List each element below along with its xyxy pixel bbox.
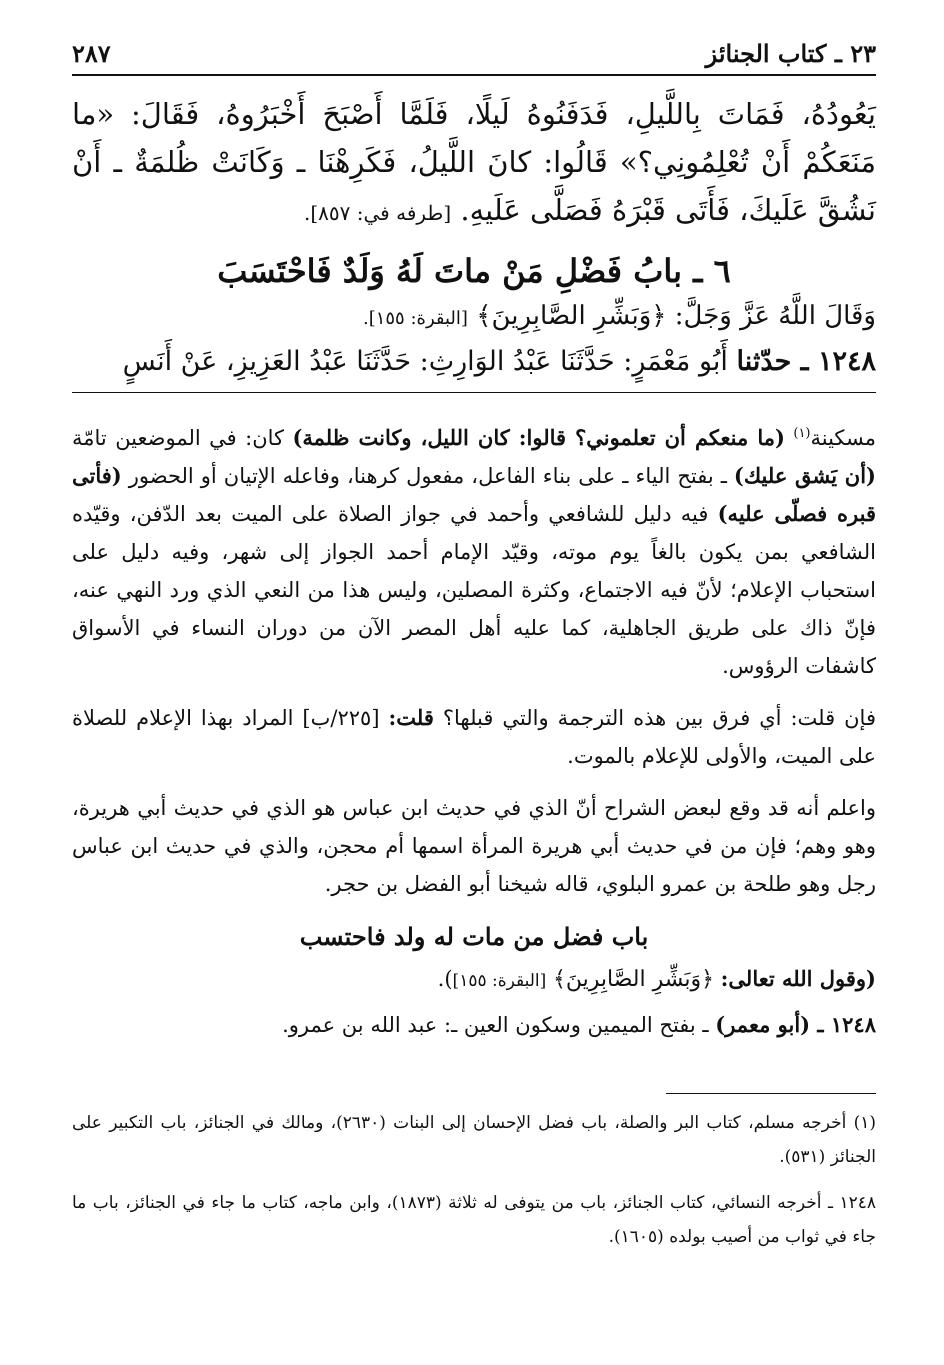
hadith-ref: [طرفه في: ٨٥٧]. [304,201,452,225]
hadith-body: يَعُودُهُ، فَمَاتَ بِاللَّيلِ، فَدَفَنُوهُ لَيلًا، فَلَمَّا أَصْبَحَ أَخْبَرُوهُ، فَقَالَ: «ما مَنَعَكُمْ أَنْ تُعْلِمُونِي؟» قَالُوا: كانَ اللَّيلُ، فَكَرِهْنَا ـ وَكَانَتْ ظُلمَةٌ ـ أَنْ نَشُقَّ عَلَيكَ، فَأَتَى قَبْرَهُ فَصَلَّى عَلَيهِ. [72,97,876,227]
page-number: ٢٨٧ [72,39,111,68]
hadith-text [72,90,876,237]
verse-ref: [البقرة: ١٥٥]. [362,308,468,329]
manuscript-ref: [٢٢٥/ب] [302,706,380,730]
commentary-paragraph-3: واعلم أنه قد وقع لبعض الشراح أنّ الذي في حديث ابن عباس هو الذي في حديث أبي هريرة، وهو وهم؛ فإن من في حديث أبي هريرة المرأة اسمها أم محجن، والذي في حديث ابن عباس رجل وهو طلحة بن عمرو البلوي، قاله شيخنا أبو الفضل بن حجر. [72,796,876,896]
isnad-text: أَبُو مَعْمَرٍ: حَدَّثَنَا عَبْدُ الوَارِثِ: حَدَّثَنَا عَبْدُ العَزِيزِ، عَنْ أَنَسٍ [122,346,728,377]
commentary [72,415,876,903]
header-rule [72,74,876,76]
page [72,30,876,1266]
footnote-1: (١) أخرجه مسلم، كتاب البر والصلة، باب فضل الإحسان إلى البنات (٢٦٣٠)، ومالك في الجنائز، باب التكبير على الجنائز (٥٣١). [72,1113,876,1167]
commentary-paragraph-1: مسكينة$^{(١)}$ (ما منعكم أن تعلموني؟ قالوا: كان الليل، وكانت ظلمة) كان: في الموضعين تامّة (أن يَشق عليك) ـ بفتح الياء ـ على بناء الفاعل، مفعول كرهنا، وفاعله الإتيان أو الحضور (فأتى قبره فصلّى عليه) فيه دليل للشافعي وأحمد في جواز الصلاة على الميت بعد الدّفن، وقيّده الشافعي بمن يكون بالغاً يوم موته، وقيّد الإمام أحمد الجواز إلى شهر، وفيه دليل على استحباب الإعلام؛ لأنّ فيه الاجتماع، وكثرة المصلين، وليس هذا من النعي الذي ورد النهي عنه، فإنّ ذاك على طريق الجاهلية، كما عليه أهل المصر الآن من دوران النساء في الأسواق كاشفات الرؤوس. [72,425,877,678]
chapter-title: ٦ ـ بابُ فَضْلِ مَنْ ماتَ لَهُ وَلَدٌ فَاحْتَسَبَ [217,252,731,290]
footnotes [72,1106,876,1254]
chapter-verse [72,295,876,340]
verse-intro: وَقَالَ اللَّهُ عَزَّ وَجَلَّ: [674,301,876,331]
verse-text: ﴿وَبَشِّرِ الصَّابِرِينَ﴾ [476,301,667,331]
running-header [72,30,876,68]
sub-section-title: باب فضل من مات له ولد فاحتسب [299,922,649,951]
isnad-lead: ١٢٤٨ ـ حدّثنا [736,346,876,377]
commentary-paragraph-2: فإن قلت: أي فرق بين هذه الترجمة والتي قبلها؟ قلت: [٢٢٥/ب] المراد بهذا الإعلام للصلاة على الميت، والأولى للإعلام بالموت. [72,705,876,768]
footnote-2: ١٢٤٨ ـ أخرجه النسائي، كتاب الجنائز، باب من يتوفى له ثلاثة (١٨٧٣)، وابن ماجه، كتاب ما جاء في الجنائز، باب ما جاء في ثواب من أصيب بولده (١٦٠٥). [72,1193,876,1247]
sub-section-verse: (وقول الله تعالى: ﴿وَبَشِّرِ الصَّابِرِينَ﴾ [البقرة: ١٥٥]). [437,966,876,992]
book-title: ٢٣ ـ كتاب الجنائز [705,39,876,68]
sub-section-narrator: ١٢٤٨ ـ (أبو معمر) ـ بفتح الميمين وسكون العين ـ: عبد الله بن عمرو. [282,1012,876,1037]
isnad-line [72,340,876,384]
footnote-marker: (١) [793,426,811,441]
footnote-rule [666,1093,876,1094]
text-commentary-divider [72,392,876,393]
